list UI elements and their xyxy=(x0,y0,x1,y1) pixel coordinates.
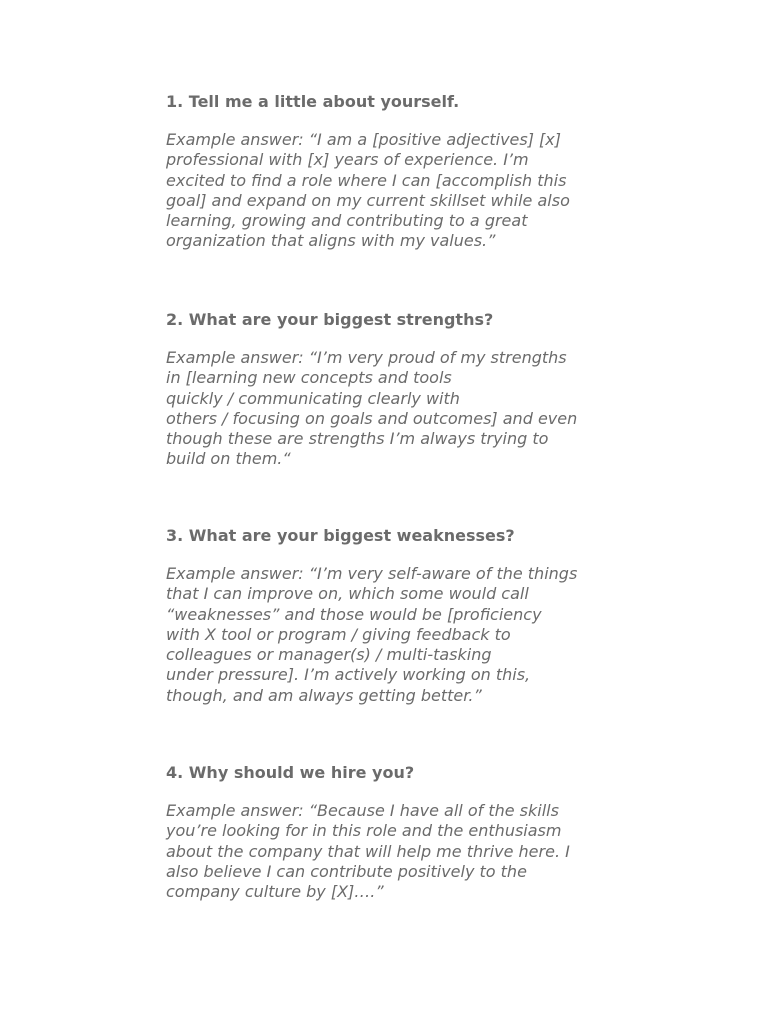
answer-line: Example answer: “I’m very self-aware of the things xyxy=(166,564,578,583)
answer-line: Example answer: “Because I have all of the skills xyxy=(166,801,559,820)
answer-line: you’re looking for in this role and the enthusiasm xyxy=(166,821,562,841)
answer-line: about the company that will help me thrive here. I xyxy=(166,841,570,861)
answer-line: professional with [x] years of experience. I’m xyxy=(166,150,529,170)
qa-block-weaknesses xyxy=(166,526,577,706)
example-answer xyxy=(166,130,570,252)
answer-line: though, and am always getting better.” xyxy=(166,685,482,705)
question-heading: 2. What are your biggest strengths? xyxy=(166,310,494,329)
qa-block-yourself xyxy=(166,92,570,252)
question-heading: 4. Why should we hire you? xyxy=(166,763,415,782)
answer-line: “weaknesses” and those would be [proficiency xyxy=(166,604,542,624)
answer-line: others / focusing on goals and outcomes] and even xyxy=(166,408,578,428)
example-answer xyxy=(166,348,577,470)
answer-line: goal] and expand on my current skillset while also xyxy=(166,190,570,210)
answer-line: Example answer: “I am a [positive adjectives] [x] xyxy=(166,130,562,149)
answer-line: organization that aligns with my values.” xyxy=(166,231,496,251)
example-answer xyxy=(166,801,570,902)
qa-block-strengths xyxy=(166,310,577,470)
answer-line: that I can improve on, which some would call xyxy=(166,584,529,604)
question-heading: 1. Tell me a little about yourself. xyxy=(166,92,460,111)
answer-line: company culture by [X]….” xyxy=(166,882,384,902)
answer-line: Example answer: “I’m very proud of my strengths xyxy=(166,348,567,367)
answer-line: learning, growing and contributing to a great xyxy=(166,211,528,231)
answer-line: though these are strengths I’m always trying to xyxy=(166,429,549,449)
answer-line: also believe I can contribute positively to the xyxy=(166,861,527,881)
answer-line: build on them.“ xyxy=(166,449,291,469)
example-answer xyxy=(166,564,577,706)
answer-line: colleagues or manager(s) / multi-tasking xyxy=(166,645,492,665)
qa-block-hire-you xyxy=(166,763,570,902)
answer-line: under pressure]. I’m actively working on this, xyxy=(166,665,531,685)
answer-line: quickly / communicating clearly with xyxy=(166,388,460,408)
answer-line: in [learning new concepts and tools xyxy=(166,368,452,388)
answer-line: excited to find a role where I can [accomplish this xyxy=(166,170,567,190)
question-heading: 3. What are your biggest weaknesses? xyxy=(166,526,515,545)
answer-line: with X tool or program / giving feedback to xyxy=(166,624,511,644)
